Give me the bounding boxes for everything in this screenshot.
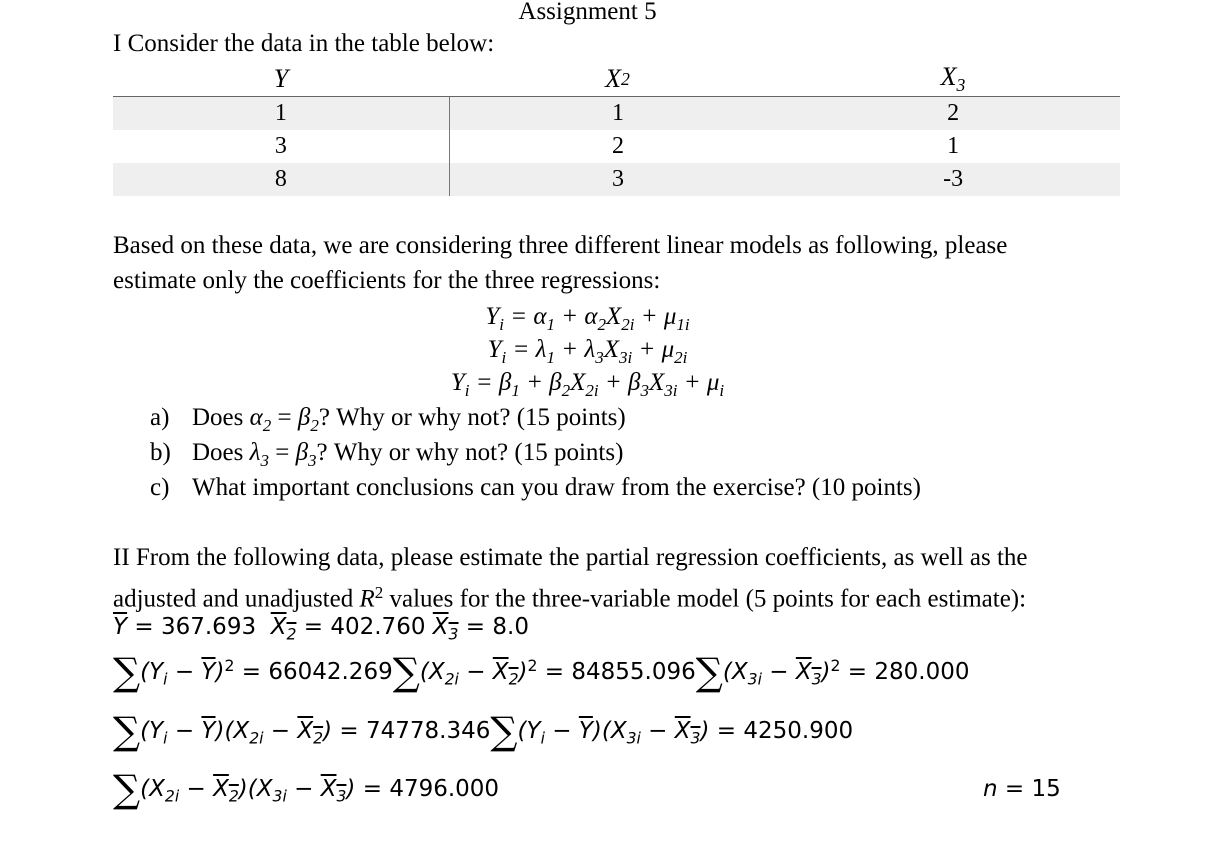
part2-line1: II From the following data, please estimate the partial regression coefficients, as well as the	[113, 544, 1028, 571]
sigma-icon: ∑	[695, 650, 723, 694]
question-a: a) Does $\alpha_2 = \beta_2$? Why or why not? (15 points)	[150, 404, 626, 435]
table-row	[113, 163, 1120, 196]
header-y: Y	[273, 64, 289, 93]
cell-y: 8	[274, 166, 287, 192]
table-header	[113, 62, 1120, 97]
part1-paragraph-line2: estimate only the coefficients for the three regressions:	[113, 267, 661, 294]
cell-x3: 2	[947, 100, 960, 126]
sums-of-squares-line: $\sum(Y_i - \overline{Y})^2 = 66042.269\sum(X_{2i} - X_2)^2 = 84855.096\sum(X_{3i} - X_3)^2 = 280.000$	[113, 650, 970, 694]
table-row	[113, 97, 1120, 130]
sigma-icon: ∑	[113, 709, 141, 753]
sigma-icon: ∑	[490, 709, 518, 753]
table-row	[113, 130, 1120, 163]
question-b: b) Does $\lambda_3 = \beta_3$? Why or why not? (15 points)	[150, 439, 624, 470]
means-line: $\overline{Y} = 367.693$ $X_2 = 402.760$ $X_3 = 8.0$	[113, 614, 529, 644]
header-x2: X 2	[605, 64, 630, 93]
cell-x3: -3	[943, 166, 964, 192]
cross-products-line: $\sum(Y_i - \overline{Y})(X_{2i} - X_2) = 74778.346\sum(Y_i - \overline{Y})(X_{3i} - X_3) = 4250.900$	[113, 709, 854, 753]
cell-y: 1	[274, 100, 287, 126]
cell-x2: 1	[449, 97, 787, 130]
sample-size: n = 15	[983, 776, 1061, 802]
cell-x2: 3	[449, 163, 787, 196]
question-c: c) What important conclusions can you draw from the exercise? (10 points)	[150, 474, 921, 501]
equation-1: $Y_i = \alpha_1 + \alpha_2X_{2i} + \mu_{1i}$	[485, 303, 690, 334]
cell-x3: 1	[947, 133, 960, 159]
equation-2: $Y_i = \lambda_1 + \lambda_3X_{3i} + \mu_{2i}$	[487, 336, 688, 367]
x2x3-cross-product-line: $\sum(X_{2i} - X_2)(X_{3i} - X_3) = 4796.000$	[113, 767, 500, 811]
equation-3: $Y_i = \beta_1 + \beta_2X_{2i} + \beta_3X_{3i} + \mu_i$	[450, 369, 725, 400]
page-title: Assignment 5	[518, 0, 657, 25]
cell-x2: 2	[449, 130, 787, 163]
part1-paragraph-line1: Based on these data, we are considering three different linear models as following, please	[113, 232, 1008, 259]
sigma-icon: ∑	[113, 650, 141, 694]
cell-y: 3	[274, 133, 287, 159]
header-x3: $X_3$	[940, 61, 966, 96]
data-table	[113, 62, 1120, 196]
part2-line2: adjusted and unadjusted $R^2$ values for the three-variable model (5 points for each estimate):	[113, 583, 1027, 613]
part1-intro: I Consider the data in the table below:	[113, 30, 495, 57]
sigma-icon: ∑	[392, 650, 420, 694]
sigma-icon: ∑	[113, 767, 141, 811]
